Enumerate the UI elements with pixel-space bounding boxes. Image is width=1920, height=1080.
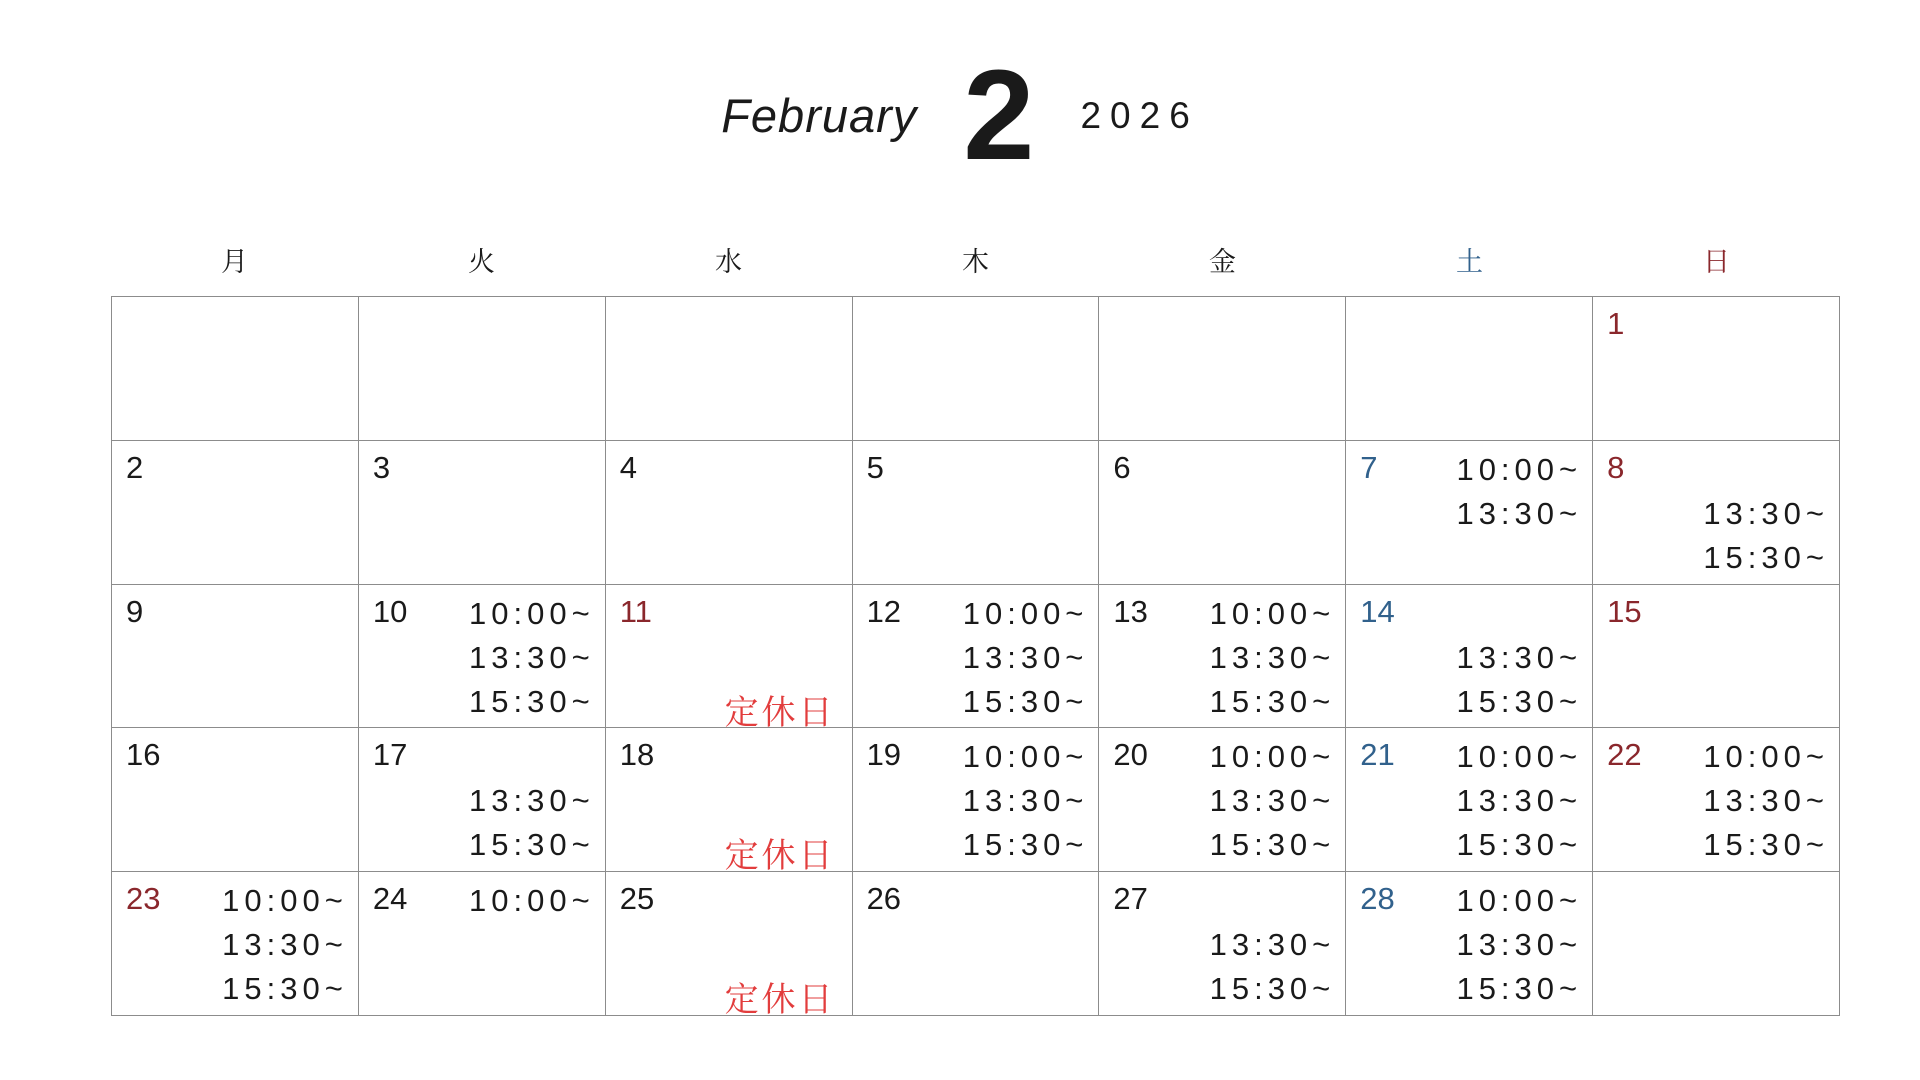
time-slot: 13:30~ <box>1209 639 1336 675</box>
time-slot: 13:30~ <box>1209 783 1336 819</box>
calendar-title <box>0 44 1920 187</box>
time-slot: 13:30~ <box>1209 927 1336 963</box>
time-slot: 10:00~ <box>962 595 1089 631</box>
time-slot: 15:30~ <box>1209 971 1336 1007</box>
day-number: 2 <box>126 449 144 485</box>
month-number: 2 <box>963 44 1035 187</box>
day-cell <box>853 441 1100 585</box>
weekday-saturday: 土 <box>1456 247 1483 277</box>
time-slot: 15:30~ <box>1209 683 1336 719</box>
calendar-grid <box>111 296 1840 1020</box>
time-slot: 15:30~ <box>1703 827 1829 863</box>
day-number: 17 <box>372 737 408 773</box>
day-number: 5 <box>866 449 884 485</box>
day-cell <box>1593 585 1840 729</box>
time-slot: 10:00~ <box>1456 451 1583 487</box>
day-cell <box>853 728 1100 872</box>
day-number: 28 <box>1360 881 1395 917</box>
closed-day-label: 定休日 <box>724 981 836 1020</box>
time-slot: 13:30~ <box>1456 783 1583 819</box>
day-cell <box>1593 872 1840 1016</box>
day-cell <box>1593 728 1840 872</box>
day-cell <box>1099 872 1346 1016</box>
day-cell <box>359 585 606 729</box>
day-number: 4 <box>619 449 637 485</box>
day-number: 15 <box>1607 593 1642 629</box>
day-cell <box>1099 441 1346 585</box>
closed-day-label: 定休日 <box>724 693 836 732</box>
time-slot: 10:00~ <box>469 883 595 919</box>
day-number: 19 <box>866 737 902 773</box>
day-cell <box>853 585 1100 729</box>
day-number: 3 <box>372 449 391 485</box>
time-slot: 13:30~ <box>222 927 348 963</box>
day-number: 26 <box>866 881 902 917</box>
day-cell <box>606 297 853 441</box>
time-slot: 15:30~ <box>1456 683 1583 719</box>
day-cell <box>1099 728 1346 872</box>
day-number: 24 <box>372 881 408 917</box>
day-number: 7 <box>1360 449 1378 485</box>
day-cell <box>606 585 853 732</box>
day-cell <box>1099 297 1346 441</box>
day-number: 10 <box>372 593 408 629</box>
day-cell <box>359 872 606 1016</box>
time-slot: 15:30~ <box>1703 539 1829 575</box>
day-number: 23 <box>126 881 161 917</box>
time-slot: 10:00~ <box>1456 883 1583 919</box>
time-slot: 15:30~ <box>962 827 1089 863</box>
time-slot: 15:30~ <box>469 683 595 719</box>
day-cell <box>359 728 606 872</box>
time-slot: 15:30~ <box>1456 971 1583 1007</box>
day-number: 16 <box>126 737 161 773</box>
time-slot: 13:30~ <box>1703 495 1829 531</box>
time-slot: 13:30~ <box>962 783 1089 819</box>
time-slot: 13:30~ <box>1456 639 1583 675</box>
day-cell <box>112 585 359 729</box>
day-cell <box>359 297 606 441</box>
time-slot: 10:00~ <box>222 883 348 919</box>
day-number: 6 <box>1113 449 1131 485</box>
day-cell <box>112 441 359 585</box>
day-cell <box>853 297 1100 441</box>
month-name: February <box>721 89 918 143</box>
day-cell <box>1593 441 1840 585</box>
day-number: 22 <box>1607 737 1642 773</box>
weekday-thursday: 木 <box>962 247 989 277</box>
day-cell <box>1346 441 1593 585</box>
day-cell <box>112 728 359 872</box>
time-slot: 13:30~ <box>1456 927 1583 963</box>
time-slot: 10:00~ <box>962 739 1089 775</box>
time-slot: 13:30~ <box>469 783 595 819</box>
day-number: 8 <box>1607 449 1625 485</box>
day-cell <box>1346 728 1593 872</box>
day-number: 27 <box>1113 881 1148 917</box>
time-slot: 15:30~ <box>1456 827 1583 863</box>
day-cell <box>112 297 359 441</box>
time-slot: 10:00~ <box>1209 595 1336 631</box>
day-cell <box>1593 297 1840 441</box>
day-cell <box>1346 872 1593 1016</box>
day-cell <box>359 441 606 585</box>
day-number: 1 <box>1607 306 1625 341</box>
time-slot: 13:30~ <box>469 639 595 675</box>
time-slot: 10:00~ <box>1209 739 1336 775</box>
day-cell <box>853 872 1100 1016</box>
day-number: 25 <box>619 881 655 917</box>
day-cell <box>1099 585 1346 729</box>
day-number: 14 <box>1360 593 1395 629</box>
closed-day-label: 定休日 <box>724 837 836 876</box>
time-slot: 15:30~ <box>1209 827 1336 863</box>
weekday-header-row <box>111 240 1840 279</box>
day-cell <box>606 441 853 585</box>
time-slot: 15:30~ <box>469 827 595 863</box>
day-cell <box>606 728 853 876</box>
time-slot: 10:00~ <box>469 595 595 631</box>
time-slot: 10:00~ <box>1456 739 1583 775</box>
day-number: 20 <box>1113 737 1148 773</box>
time-slot: 15:30~ <box>962 683 1089 719</box>
day-number: 12 <box>866 593 902 629</box>
weekday-wednesday: 水 <box>715 247 742 277</box>
time-slot: 15:30~ <box>222 971 348 1007</box>
weekday-friday: 金 <box>1209 247 1236 277</box>
day-cell <box>1346 297 1593 441</box>
time-slot: 13:30~ <box>962 639 1089 675</box>
day-number: 9 <box>126 593 144 629</box>
day-number: 11 <box>619 593 652 629</box>
time-slot: 13:30~ <box>1703 783 1829 819</box>
day-cell <box>1346 585 1593 729</box>
time-slot: 13:30~ <box>1456 495 1583 531</box>
day-number: 21 <box>1360 737 1395 773</box>
time-slot: 10:00~ <box>1703 739 1829 775</box>
day-number: 13 <box>1113 593 1148 629</box>
year: 2026 <box>1080 94 1199 136</box>
weekday-monday: 月 <box>221 247 248 277</box>
weekday-tuesday: 火 <box>468 247 495 277</box>
day-cell <box>112 872 359 1016</box>
day-cell <box>606 872 853 1020</box>
day-number: 18 <box>619 737 655 773</box>
weekday-sunday: 日 <box>1703 247 1730 277</box>
